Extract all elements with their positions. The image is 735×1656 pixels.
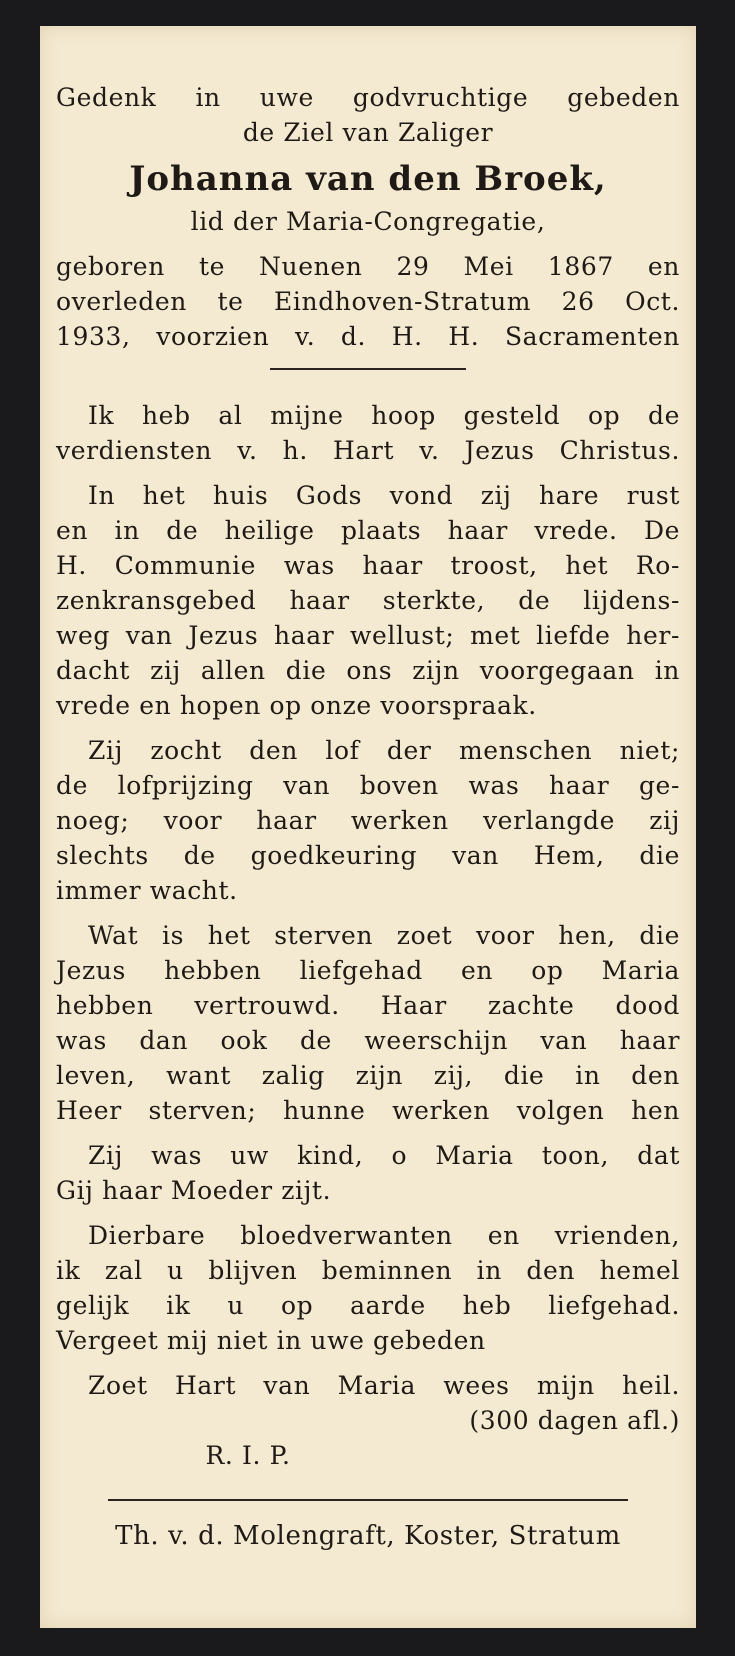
paragraph-line: hebben vertrouwd. Haar zachte dood — [56, 991, 680, 1020]
bio-line: geboren te Nuenen 29 Mei 1867 en — [56, 252, 680, 281]
paragraph-line: Ik heb al mijne hoop gesteld op de — [88, 401, 680, 430]
paragraph-line: Wat is het sterven zoet voor hen, die — [88, 921, 680, 950]
paragraph-line: vrede en hopen op onze voorspraak. — [56, 691, 537, 720]
membership: lid der Maria-Congregatie, — [190, 207, 546, 236]
header-line-2: de Ziel van Zaliger — [242, 118, 494, 147]
deceased-name: Johanna van den Broek, — [129, 159, 607, 199]
paragraph-line: zenkransgebed haar sterkte, de lijdens- — [56, 586, 680, 615]
paragraph-line: Dierbare bloedverwanten en vrienden, — [88, 1221, 680, 1250]
paragraph-line: leven, want zalig zijn zij, die in den — [56, 1061, 680, 1090]
paragraph-line: Gij haar Moeder zijt. — [56, 1176, 332, 1205]
paragraph-line: Jezus hebben liefgehad en op Maria — [56, 956, 680, 985]
paragraph-line: ik zal u blijven beminnen in den hemel — [56, 1256, 680, 1285]
paragraph-line: gelijk ik u op aarde heb liefgehad. — [56, 1291, 680, 1320]
paragraph-line: noeg; voor haar werken verlangde zij — [56, 806, 680, 835]
paragraph-line: verdiensten v. h. Hart v. Jezus Christus. — [56, 436, 680, 465]
indulgence: (300 dagen afl.) — [469, 1406, 680, 1435]
paragraph-line: was dan ook de weerschijn van haar — [56, 1026, 680, 1055]
paragraph-line: Heer sterven; hunne werken volgen hen — [56, 1096, 680, 1125]
rip: R. I. P. — [205, 1441, 291, 1470]
paragraph-line: en in de heilige plaats haar vrede. De — [56, 516, 680, 545]
paragraph-line: weg van Jezus haar wellust; met liefde her- — [56, 621, 680, 650]
paragraph-line: Zij zocht den lof der menschen niet; — [88, 736, 680, 765]
header-line-1: Gedenk in uwe godvruchtige gebeden — [56, 83, 680, 112]
bio-line: overleden te Eindhoven-Stratum 26 Oct. — [56, 287, 680, 316]
paragraph-line: slechts de goedkeuring van Hem, die — [56, 841, 680, 870]
printer-credit: Th. v. d. Molengraft, Koster, Stratum — [115, 1521, 621, 1551]
paragraph-line: de lofprijzing van boven was haar ge- — [56, 771, 680, 800]
paragraph-line: Zij was uw kind, o Maria toon, dat — [88, 1141, 680, 1170]
paragraph-line: In het huis Gods vond zij hare rust — [88, 481, 680, 510]
prayer: Zoet Hart van Maria wees mijn heil. — [88, 1371, 680, 1400]
paragraph-line: Vergeet mij niet in uwe gebeden — [56, 1326, 486, 1355]
memorial-text — [56, 80, 680, 1554]
paragraph-line: immer wacht. — [56, 876, 238, 905]
bio-line: 1933, voorzien v. d. H. H. Sacramenten — [56, 322, 680, 351]
paragraph-line: H. Communie was haar troost, het Ro- — [56, 551, 680, 580]
paragraph-line: dacht zij allen die ons zijn voorgegaan in — [56, 656, 680, 685]
